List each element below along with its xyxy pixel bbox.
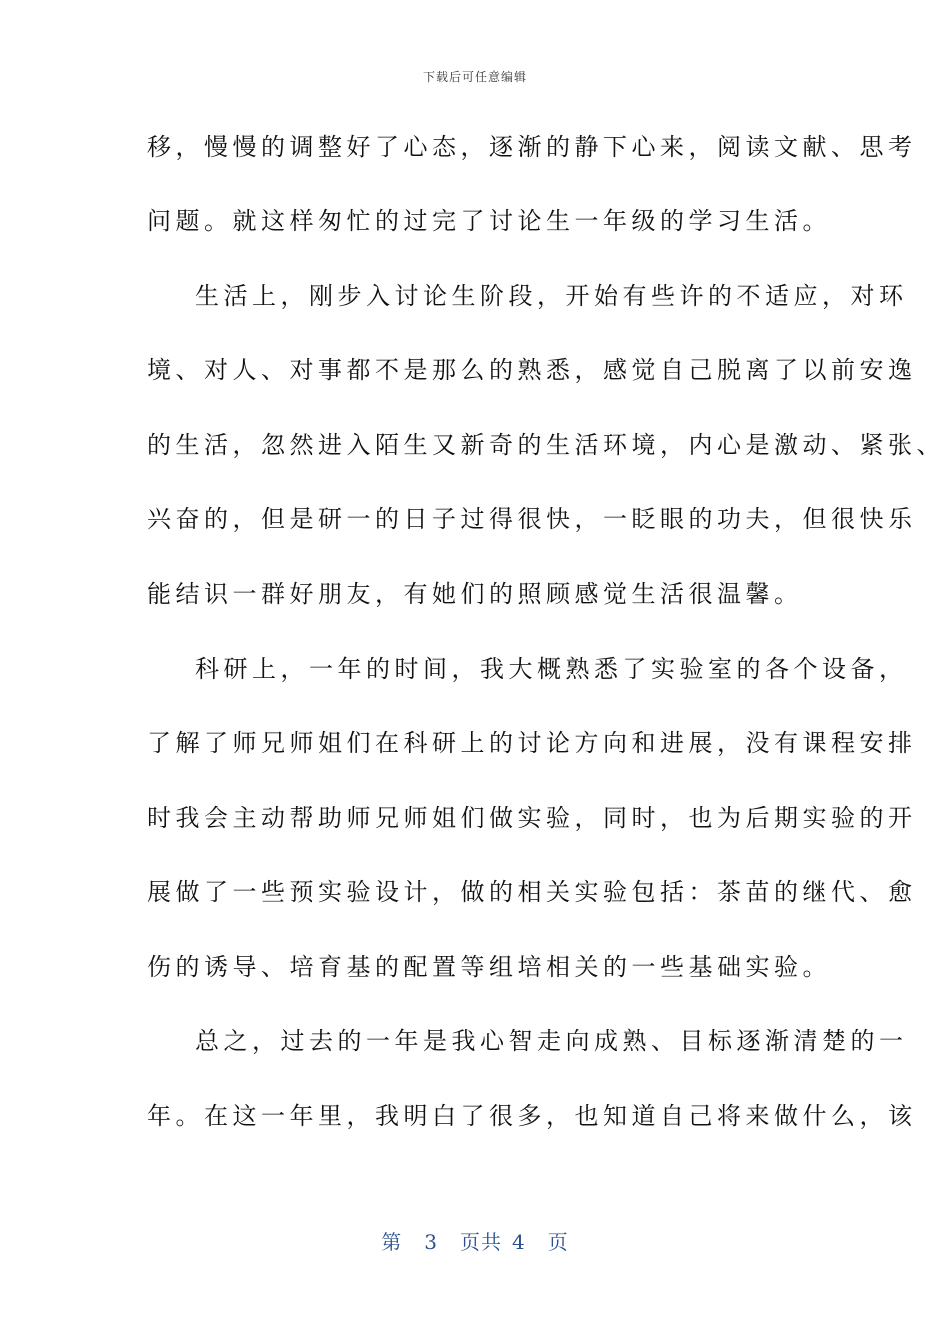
- text-line-8: 科研上，一年的时间，我大概熟悉了实验室的各个设备，: [195, 655, 908, 683]
- footer-page-number: 3: [424, 1230, 438, 1254]
- footer-page-word: 第: [381, 1230, 403, 1254]
- footer-page-suffix: 页: [547, 1230, 569, 1254]
- text-line-12: 伤的诱导、培育基的配置等组培相关的一些基础实验。: [147, 953, 831, 981]
- page-header: 下载后可任意编辑: [422, 70, 527, 84]
- text-line-3: 生活上，刚步入讨论生阶段，开始有些许的不适应，对环: [195, 282, 908, 310]
- text-line-6: 兴奋的，但是研一的日子过得很快，一眨眼的功夫，但很快乐: [147, 505, 917, 533]
- text-line-2: 问题。就这样匆忙的过完了讨论生一年级的学习生活。: [147, 207, 831, 235]
- text-line-10: 时我会主动帮助师兄师姐们做实验，同时，也为后期实验的开: [147, 804, 917, 832]
- text-line-14: 年。在这一年里，我明白了很多，也知道自己将来做什么，该: [147, 1102, 917, 1130]
- text-line-13: 总之，过去的一年是我心智走向成熟、目标逐渐清楚的一: [195, 1027, 908, 1055]
- text-line-4: 境、对人、对事都不是那么的熟悉，感觉自己脱离了以前安逸: [147, 356, 917, 384]
- text-line-1: 移，慢慢的调整好了心态，逐渐的静下心来，阅读文献、思考: [147, 133, 917, 161]
- footer-page-total: 4: [512, 1230, 526, 1254]
- page-footer: [0, 1226, 950, 1255]
- text-line-11: 展做了一些预实验设计，做的相关实验包括：茶苗的继代、愈: [147, 878, 917, 906]
- text-line-9: 了解了师兄师姐们在科研上的讨论方向和进展，没有课程安排: [147, 729, 917, 757]
- footer-total-prefix: 页共: [460, 1230, 502, 1254]
- text-line-7: 能结识一群好朋友，有她们的照顾感觉生活很温馨。: [147, 580, 803, 608]
- text-line-5: 的生活，忽然进入陌生又新奇的生活环境，内心是激动、紧张、: [147, 431, 945, 459]
